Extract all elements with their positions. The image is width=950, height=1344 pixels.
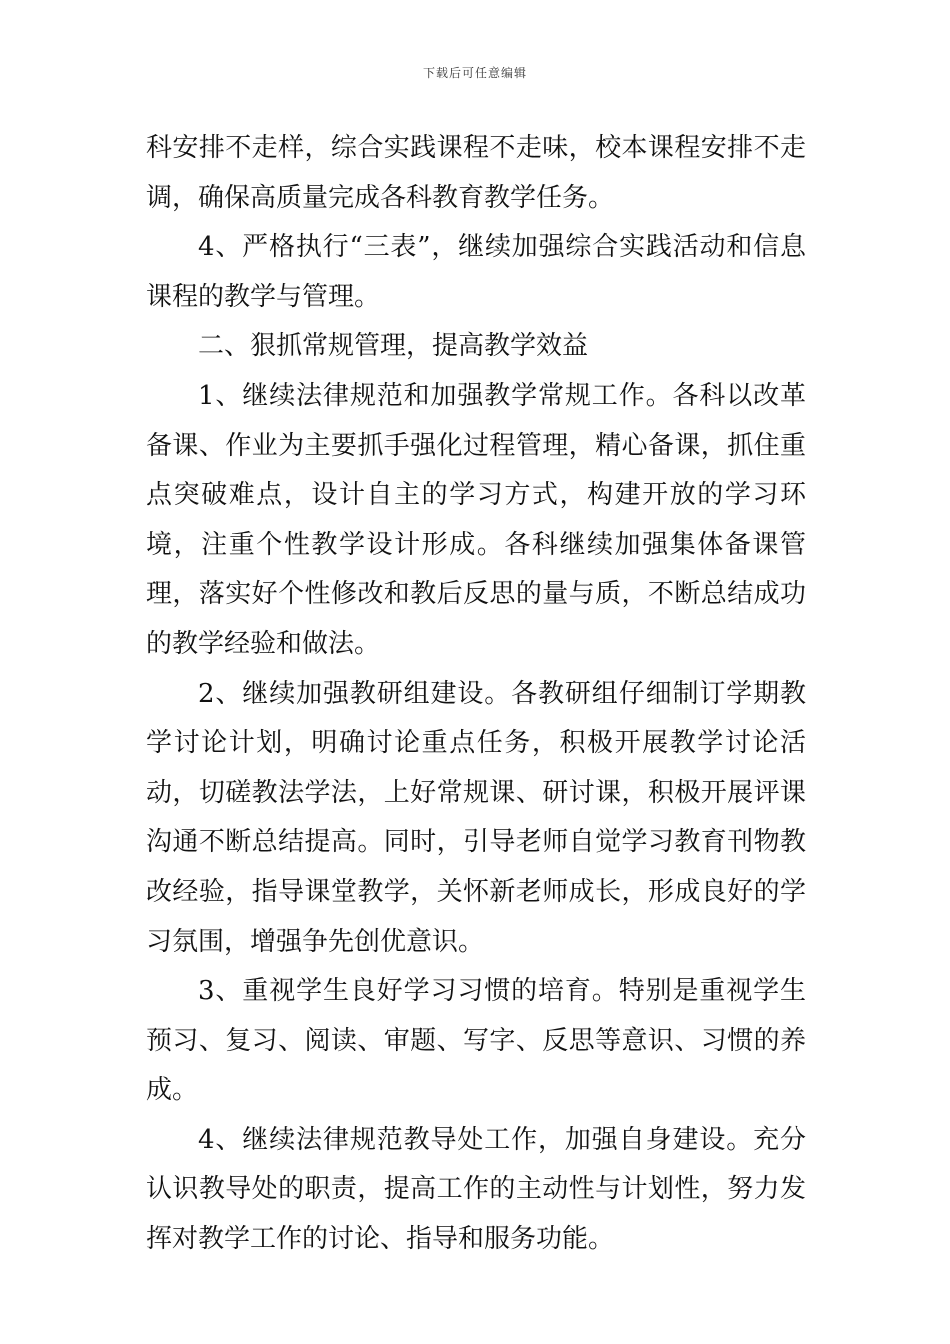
paragraph: 4、继续法律规范教导处工作，加强自身建设。充分认识教导处的职责，提高工作的主动性与计划性，努力发挥对教学工作的讨论、指导和服务功能。 [146,1124,806,1255]
paragraph: 1、继续法律规范和加强教学常规工作。各科以改革备课、作业为主要抓手强化过程管理，精心备课，抓住重点突破难点，设计自主的学习方式，构建开放的学习环境，注重个性教学设计形成。各科继续加强集体备课管理，落实好个性修改和教后反思的量与质，不断总结成功的教学经验和做法。 [146,380,806,659]
page-header: 下载后可任意编辑 [422,66,527,80]
paragraph: 3、重视学生良好学习习惯的培育。特别是重视学生预习、复习、阅读、审题、写字、反思等意识、习惯的养成。 [146,976,806,1106]
paragraph: 2、继续加强教研组建设。各教研组仔细制订学期教学讨论计划，明确讨论重点任务，积极开展教学讨论活动，切磋教法学法，上好常规课、研讨课，积极开展评课沟通不断总结提高。同时，引导老师自觉学习教育刊物教改经验，指导课堂教学，关怀新老师成长，形成良好的学习氛围，增强争先创优意识。 [146,678,806,957]
paragraph: 科安排不走样，综合实践课程不走味，校本课程安排不走调，确保高质量完成各科教育教学任务。 [146,133,806,213]
section-heading: 二、狠抓常规管理，提高教学效益 [198,331,589,362]
document-body [146,124,806,1265]
paragraph: 4、严格执行“三表”，继续加强综合实践活动和信息课程的教学与管理。 [146,232,806,312]
